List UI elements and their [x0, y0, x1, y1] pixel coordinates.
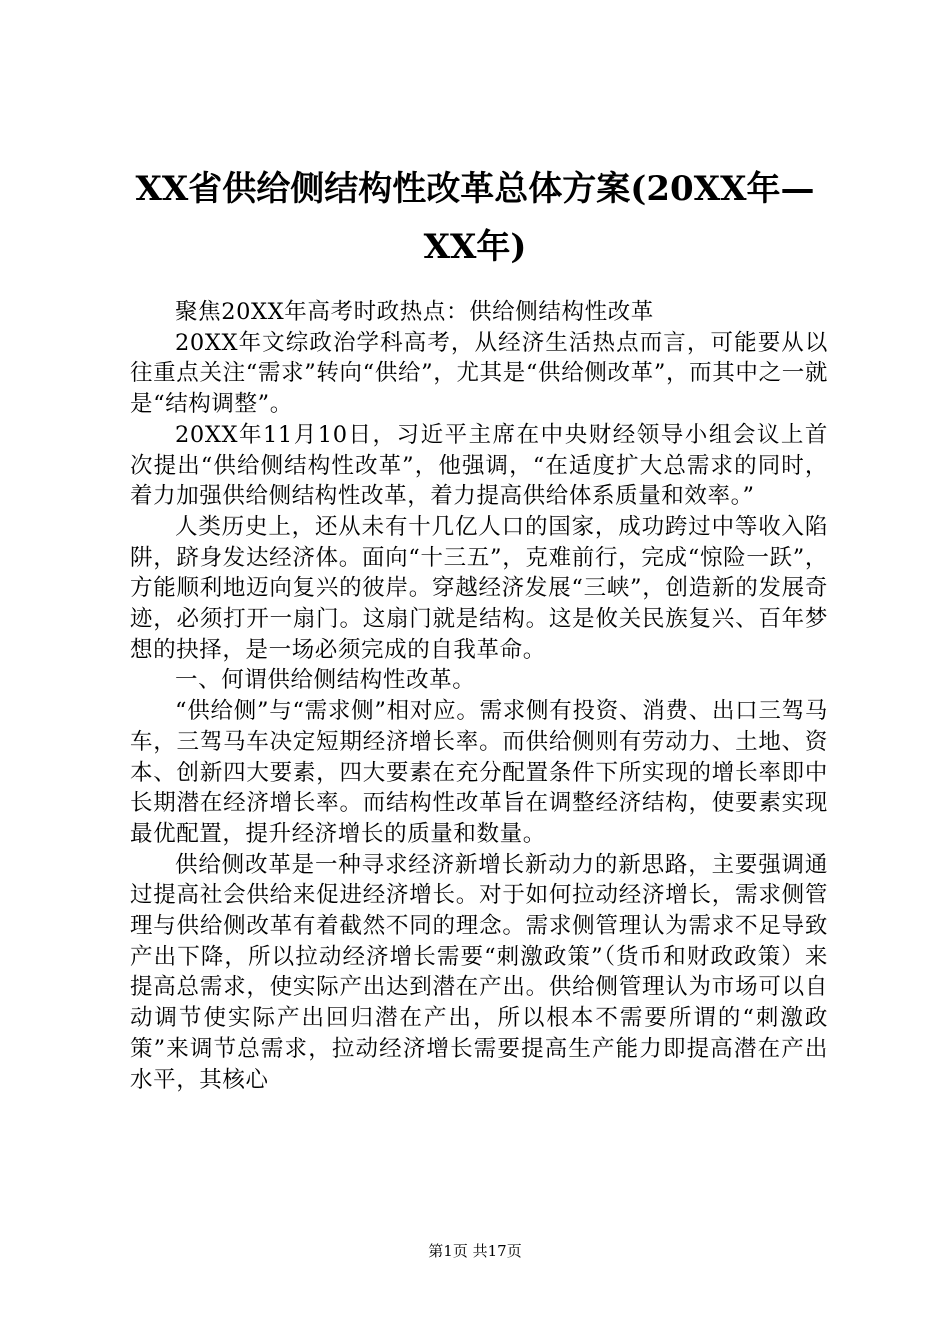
paragraph-4: 人类历史上，还从未有十几亿人口的国家，成功跨过中等收入陷阱，跻身发达经济体。面向“十三五”，克难前行，完成“惊险一跃”，方能顺利地迈向复兴的彼岸。穿越经济发展“三峡”，创造新的发展奇迹，必须打开一扇门。这扇门就是结构。这是攸关民族复兴、百年梦想的抉择，是一场必须完成的自我革命。	[130, 513, 828, 663]
paragraph-6: 供给侧改革是一种寻求经济新增长新动力的新思路，主要强调通过提高社会供给来促进经济增长。对于如何拉动经济增长，需求侧管理与供给侧改革有着截然不同的理念。需求侧管理认为需求不足导致产出下降，所以拉动经济增长需要“刺激政策”（货币和财政政策）来提高总需求，使实际产出达到潜在产出。供给侧管理认为市场可以自动调节使实际产出回归潜在产出，所以根本不需要所谓的“刺激政策”来调节总需求，拉动经济增长需要提高生产能力即提高潜在产出水平，其核心	[130, 851, 828, 1093]
paragraph-2: 20XX年文综政治学科高考，从经济生活热点而言，可能要从以往重点关注“需求”转向“供给”，尤其是“供给侧改革”，而其中之一就是“结构调整”。	[130, 329, 828, 418]
page-footer: 第1页 共17页	[428, 1242, 522, 1260]
paragraph-3: 20XX年11月10日，习近平主席在中央财经领导小组会议上首次提出“供给侧结构性改革”，他强调，“在适度扩大总需求的同时，着力加强供给侧结构性改革，着力提高供给体系质量和效率。”	[130, 421, 828, 510]
section-heading-1: 一、何谓供给侧结构性改革。	[175, 667, 476, 694]
document-title: XX省供给侧结构性改革总体方案(20XX年—XX年)	[135, 169, 815, 267]
paragraph-1: 聚焦20XX年高考时政热点：供给侧结构性改革	[175, 299, 654, 325]
paragraph-5: “供给侧”与“需求侧”相对应。需求侧有投资、消费、出口三驾马车，三驾马车决定短期经济增长率。而供给侧则有劳动力、土地、资本、创新四大要素，四大要素在充分配置条件下所实现的增长率即中长期潜在经济增长率。而结构性改革旨在调整经济结构，使要素实现最优配置，提升经济增长的质量和数量。	[130, 698, 828, 847]
document-body	[130, 297, 828, 1095]
